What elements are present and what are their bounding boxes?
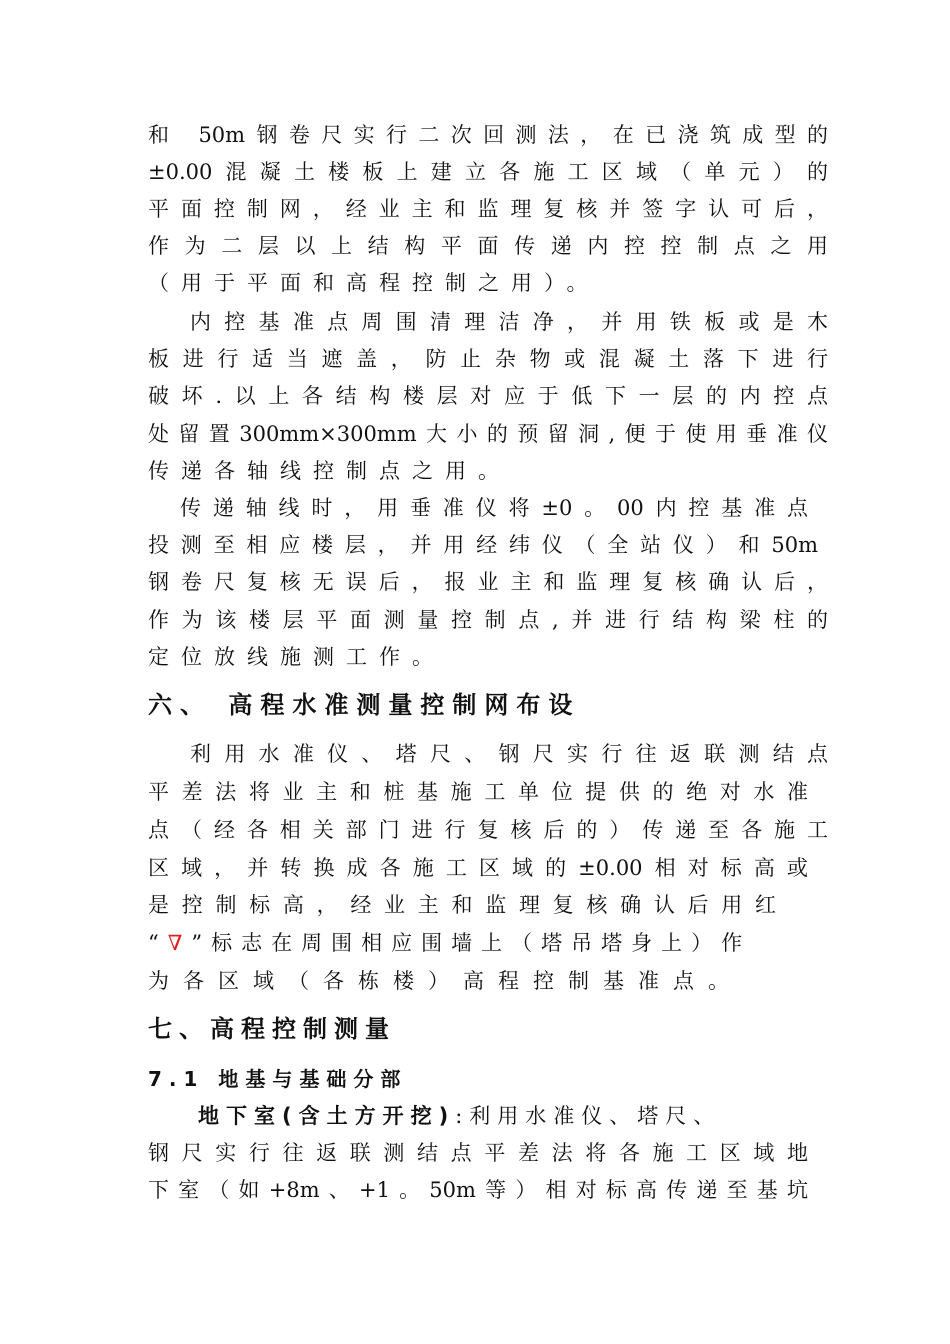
text-line bbox=[198, 1101, 836, 1131]
text-line: 处留置300mm×300mm大小的预留洞,便于使用垂准仪 bbox=[148, 422, 828, 446]
text-line: 是控制标高，经业主和监理复核确认后用红 bbox=[148, 893, 776, 917]
text-line: 投测至相应楼层，并用经纬仪（全站仪）和50m bbox=[148, 533, 818, 557]
text-line bbox=[148, 928, 828, 958]
benchmark-triangle-symbol: ∇ bbox=[167, 931, 192, 955]
text-line: 作为二层以上结构平面传递内控控制点之用 bbox=[148, 234, 828, 258]
text-line: 板进行适当遮盖，防止杂物或混凝土落下进行 bbox=[148, 347, 828, 371]
text-line: 平面控制网，经业主和监理复核并签字认可后， bbox=[148, 197, 828, 221]
bold-term: 地下室(含土方开挖) bbox=[198, 1104, 456, 1128]
section-heading-6: 六、 高程水准测量控制网布设 bbox=[148, 691, 581, 719]
text-line: 下室（如+8m、+1。50m等）相对标高传递至基坑 bbox=[148, 1178, 808, 1202]
text-line: 内控基准点周围清理洁净，并用铁板或是木 bbox=[190, 310, 828, 334]
text-span: :利用水准仪、塔尺、 bbox=[455, 1104, 722, 1128]
text-line: 作为该楼层平面测量控制点,并进行结构梁柱的 bbox=[148, 608, 828, 632]
text-line: 和 50m钢卷尺实行二次回测法，在已浇筑成型的 bbox=[148, 123, 828, 147]
open-quote: “ bbox=[148, 931, 168, 955]
text-line: 为各区域（各栋楼）高程控制基准点。 bbox=[148, 969, 743, 993]
section-heading-7: 七、高程控制测量 bbox=[148, 1015, 396, 1043]
text-line: 传递轴线时，用垂准仪将±0。00内控基准点 bbox=[180, 496, 808, 520]
text-line: 钢卷尺复核无误后，报业主和监理复核确认后， bbox=[148, 570, 828, 594]
text-line: 平差法将业主和桩基施工单位提供的绝对水准 bbox=[148, 780, 808, 804]
text-line: 点（经各相关部门进行复核后的）传递至各施工 bbox=[148, 818, 828, 842]
subsection-heading-7-1: 7.1 地基与基础分部 bbox=[148, 1067, 408, 1091]
text-line: ±0.00混凝土楼板上建立各施工区域（单元）的 bbox=[148, 160, 828, 184]
text-line: （用于平面和高程控制之用）。 bbox=[148, 271, 600, 295]
text-line: 定位放线施测工作。 bbox=[148, 645, 445, 669]
text-line: 钢尺实行往返联测结点平差法将各施工区域地 bbox=[148, 1141, 808, 1165]
text-line: 破坏.以上各结构楼层对应于低下一层的内控点 bbox=[148, 384, 828, 408]
text-line: 区域，并转换成各施工区域的±0.00相对标高或 bbox=[148, 856, 808, 880]
text-span: ”标志在周围相应围墙上（塔吊塔身上）作 bbox=[191, 931, 752, 955]
text-line: 传递各轴线控制点之用。 bbox=[148, 459, 511, 483]
text-line: 利用水准仪、塔尺、钢尺实行往返联测结点 bbox=[190, 742, 828, 766]
